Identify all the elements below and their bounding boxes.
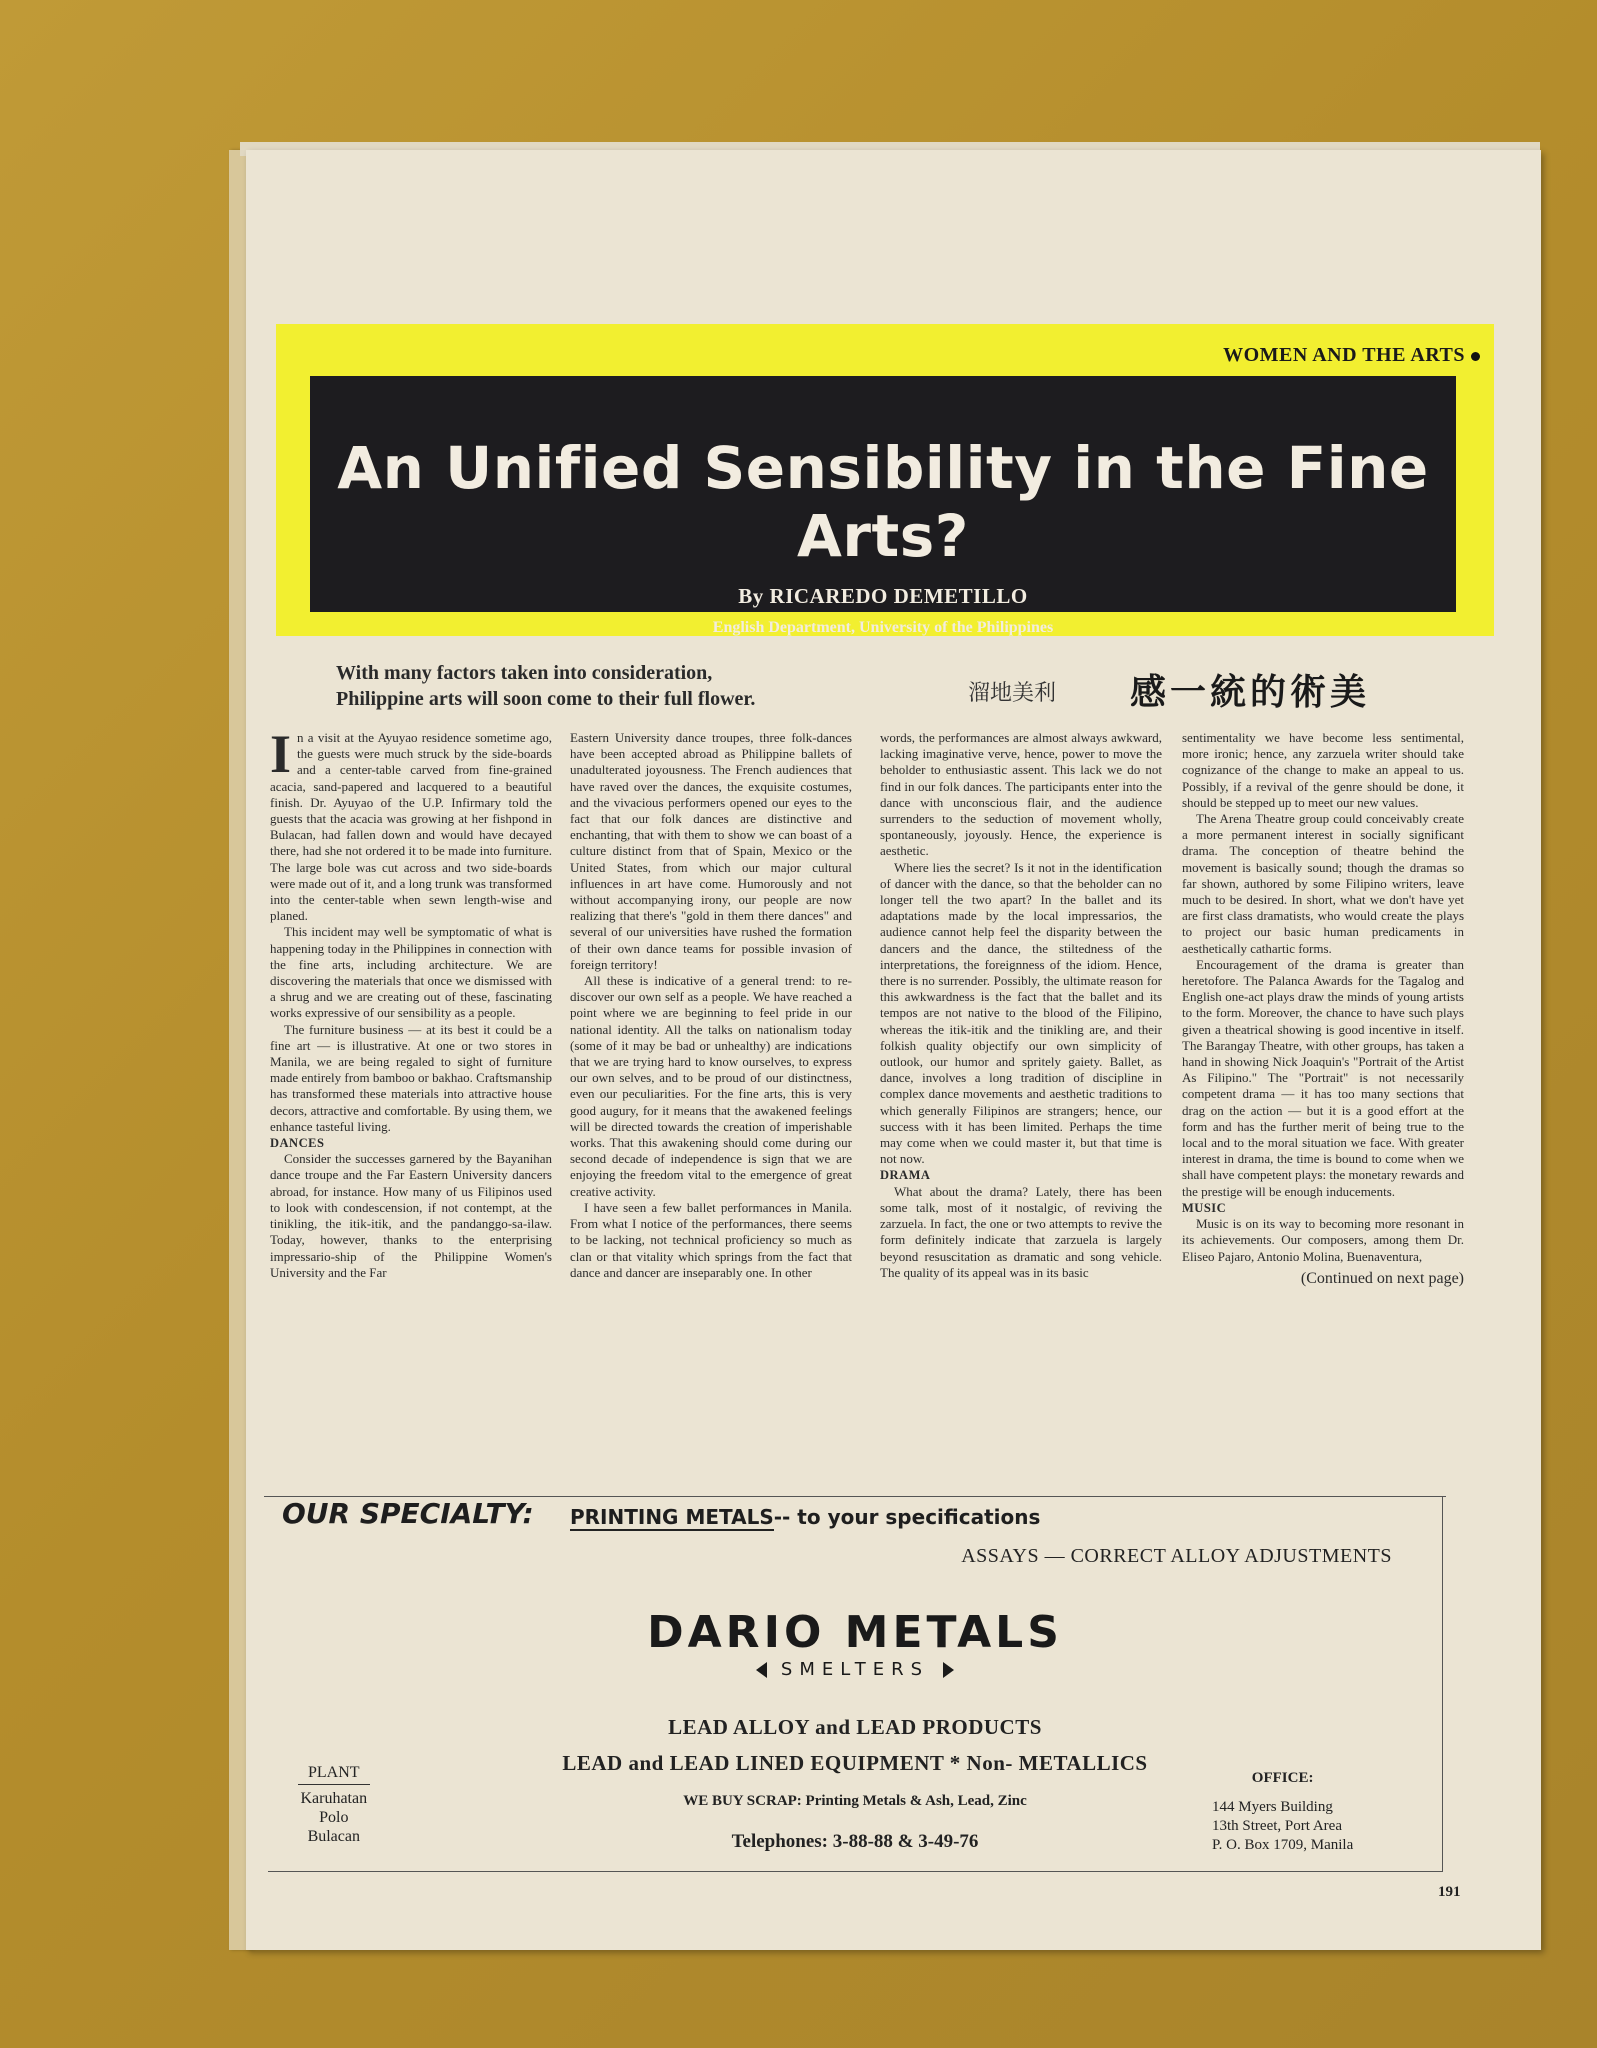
deck-line-1: With many factors taken into consideration,: [336, 662, 713, 684]
article-column-3: [880, 730, 1162, 1281]
ad-frame: [268, 1497, 1443, 1872]
arrow-right-icon: [943, 1662, 954, 1678]
paragraph: What about the drama? Lately, there has been some talk, most of it nostalgic, of reviving the zarzuela. In fact, the one or two attempts to revive the form definitely indicate that zarzuela is largely beyond resuscitation as dramatic and song vehicle. The quality of its appeal was in its basic: [880, 1183, 1162, 1280]
deck-line-2: Philippine arts will soon come to their full flower.: [336, 688, 756, 710]
paragraph: This incident may well be symptomatic of what is happening today in the Philippines in connection with the fine arts, including architecture. We are discovering the materials that once we dismissed with a shrug and we are creating out of these, fascinating works expressive of our sensibility as a people.: [270, 924, 552, 1021]
bullet-icon: [1471, 352, 1480, 361]
paragraph: sentimentality we have become less sentimental, more ironic; hence, any zarzuela writer should take cognizance of the change to make an appeal to us. Possibly, if a revival of the genre should be done, it should be stepped up to meet our new values.: [1182, 730, 1464, 810]
advertisement: [264, 1496, 1446, 1873]
paragraph: [270, 724, 552, 924]
chinese-author: 溜地美利: [968, 680, 1057, 705]
ad-plant-line: Bulacan: [307, 1828, 360, 1845]
ad-scrap: WE BUY SCRAP: Printing Metals & Ash, Lead, Zinc: [683, 1793, 1027, 1809]
paragraph: Eastern University dance troupes, three folk-dances have been accepted abroad as Philippine ballets of unadulterated joyousness. The French audiences that have raved over the dances, the exquisite costumes, and the vivacious performers opened our eyes to the fact that our folk dances are distinctive and enchanting, that with them to show we can boast of a culture distinct from that of Spain, Mexico or the United States, from which our major cultural influences in art have come. Humorously and not without accompanying irony, our people are now realizing that there's "gold in them there dances" and several of our universities have rushed the formation of their own dance teams for possible invasion of foreign territory!: [570, 730, 852, 972]
article-column-4: [1182, 730, 1464, 1287]
section-heading: MUSIC: [1182, 1200, 1227, 1215]
paragraph: Encouragement of the drama is greater than heretofore. The Palanca Awards for the Tagalog and English one-act plays draw the minds of young artists to the form. Moreover, the chance to have such plays given a theatrical showing is good incentive in itself. The Barangay Theatre, with other groups, has taken a hand in showing Nick Joaquin's "Portrait of the Artist As Filipino." The "Portrait" is not necessarily competent drama — it has too many sections that drag on the action — but it is a good effort at the form and has the further merit of being true to the local and to the moral situation we face. With greater interest in drama, the time is bound to come when we shall have competent plays: the monetary rewards and the prestige will be enough inducements.: [1182, 956, 1464, 1199]
paragraph: I have seen a few ballet performances in Manila. From what I notice of the performances, there seems to be lacking, not technical proficiency so much as clan or that vitality which springs from the fact that dance and dancer are inseparably one. In other: [570, 1199, 852, 1280]
ad-office-label: OFFICE:: [1251, 1770, 1314, 1786]
ad-plant-line: Karuhatan: [300, 1790, 368, 1807]
section-heading: DANCES: [270, 1136, 325, 1151]
deck: [336, 660, 755, 712]
ad-office-address: [1212, 1769, 1353, 1855]
ad-lead-equipment: LEAD and LEAD LINED EQUIPMENT * Non- METALLICS: [562, 1751, 1148, 1775]
ad-telephones: Telephones: 3-88-88 & 3-49-76: [731, 1831, 979, 1852]
article-column-2: [570, 730, 852, 1281]
section-tag-text: WOMEN AND THE ARTS: [1223, 344, 1465, 366]
ad-office-line: P. O. Box 1709, Manila: [1212, 1837, 1354, 1853]
paragraph: Where lies the secret? Is it not in the identification of dancer with the dance, so that the beholder can no longer tell the two apart? In the ballet and its adaptations made by the local impressarios, the audience cannot help feel the disparity between the dancers and the dance, the stiltedness of the interpretations, the foreignness of the idiom. Hence, there is no surrender. Possibly, the ultimate reason for this awkwardness is the fact that the ballet and its tempos are not native to the blood of the Filipino, whereas the itik-itik and the tinikling are, and their folkish quality objectify our own simplicity of outlook, our humor and spritely gaiety. Ballet, as dance, involves a long tradition of discipline in complex dance movements and aesthetic traditions to which generally Filipinos are strangers; hence, our success with it has been limited. Perhaps the time may come when we could master it, but that time is not now.: [880, 859, 1162, 1167]
ad-specialty-label: OUR SPECIALTY:: [282, 1497, 534, 1530]
ad-smelters: [268, 1659, 1442, 1680]
article-title: An Unified Sensibility in the Fine Arts?: [337, 434, 1429, 570]
paragraph: Consider the successes garnered by the Bayanihan dance troupe and the Far Eastern University dancers abroad, for instance. How many of us Filipinos used to look with condescension, if not contempt, at the tinikling, the itik-itik, and the pandanggo-sa-ilaw. Today, however, thanks to the enterprising impressario-ship of the Philippine Women's University and the Far: [270, 1151, 552, 1280]
ad-company-name: DARIO METALS: [647, 1607, 1063, 1658]
ad-lead-products: LEAD ALLOY and LEAD PRODUCTS: [668, 1715, 1042, 1739]
continued-note: (Continued on next page): [1300, 1269, 1464, 1287]
ad-office-line: 13th Street, Port Area: [1212, 1818, 1342, 1834]
byline: By RICAREDO DEMETILLO: [738, 584, 1028, 608]
paragraph-text: n a visit at the Ayuyao residence sometime ago, the guests were much struck by the side-boards and a center-table carved from fine-grained acacia, sand-papered and lacquered to a beautiful finish. Dr. Ayuyao of the U.P. Infirmary told the guests that the acacia was growing at her fishpond in Bulacan, had fallen down and would have decayed there, had she not ordered it to be made into furniture. The large bole was cut across and two side-boards were made out of it, and a long trunk was transformed into the center-table when sewn length-wise and planed.: [270, 730, 552, 924]
title-banner: [276, 324, 1494, 636]
paragraph: All these is indicative of a general trend: to re-discover our own self as a people. We have reached a point where we are beginning to feel pride in our national identity. All the talks on nationalism today (some of it may be bad or unhealthy) are indications that we are trying hard to know ourselves, to express our own selves, and to be proud of our distinctness, even our peculiarities. For the fine arts, this is very good augury, for it means that the awakened feelings will be directed towards the creation of imperishable works. That this awakening should come during our second decade of independence is sign that we are enjoying the freedom vital to the emergence of great creative activity.: [570, 973, 852, 1199]
paragraph: Music is on its way to becoming more resonant in its achievements. Our composers, among them Dr. Eliseo Pajaro, Antonio Molina, Buenaventura,: [1182, 1216, 1464, 1264]
title-box: [310, 376, 1456, 636]
ad-smelters-text: SMELTERS: [780, 1659, 930, 1680]
affiliation: English Department, University of the Philippines: [712, 619, 1054, 636]
drop-cap: I: [270, 724, 292, 784]
ad-plant-line: Polo: [319, 1809, 349, 1826]
section-heading: DRAMA: [880, 1168, 931, 1183]
ad-plant-address: [298, 1763, 370, 1846]
paragraph: words, the performances are almost always awkward, lacking imaginative verve, hence, power to move the beholder to enthusiastic assent. This lack we do not find in our folk dances. The participants enter into the dance with unconscious flair, and the audience surrenders to the seduction of movement wholly, spontaneously, joyously. Hence, the experience is aesthetic.: [880, 730, 1162, 859]
chinese-title: 感一統的術美: [1130, 672, 1371, 712]
article-column-1: [270, 724, 552, 1281]
arrow-left-icon: [756, 1662, 767, 1678]
ad-office-line: 144 Myers Building: [1212, 1799, 1333, 1815]
section-tag: [1223, 344, 1480, 367]
ad-printing-metals: PRINTING METALS: [570, 1505, 774, 1529]
ad-spec-rest: -- to your specifications: [773, 1505, 1041, 1529]
ad-specialty-text: [570, 1505, 1040, 1529]
paragraph: The Arena Theatre group could conceivably create a more permanent interest in socially significant drama. The conception of theatre behind the movement is basically sound; though the dramas so far shown, authored by some Filipino writers, leave much to be desired. In short, what we don't have yet are first class dramatists, who would create the plays to project our basic human predicaments in aesthetically cathartic forms.: [1182, 811, 1464, 956]
ad-assays: ASSAYS — CORRECT ALLOY ADJUSTMENTS: [961, 1545, 1392, 1567]
page-number: 191: [1438, 1884, 1461, 1900]
paragraph: The furniture business — at its best it could be a fine art — is illustrative. At one or two stores in Manila, we are being regaled to sight of furniture made entirely from bamboo or bakhao. Craftsmanship has transformed these materials into attractive house decors, attractive and comfortable. By using them, we enhance tasteful living.: [270, 1021, 552, 1134]
ad-plant-label: PLANT: [298, 1763, 370, 1785]
